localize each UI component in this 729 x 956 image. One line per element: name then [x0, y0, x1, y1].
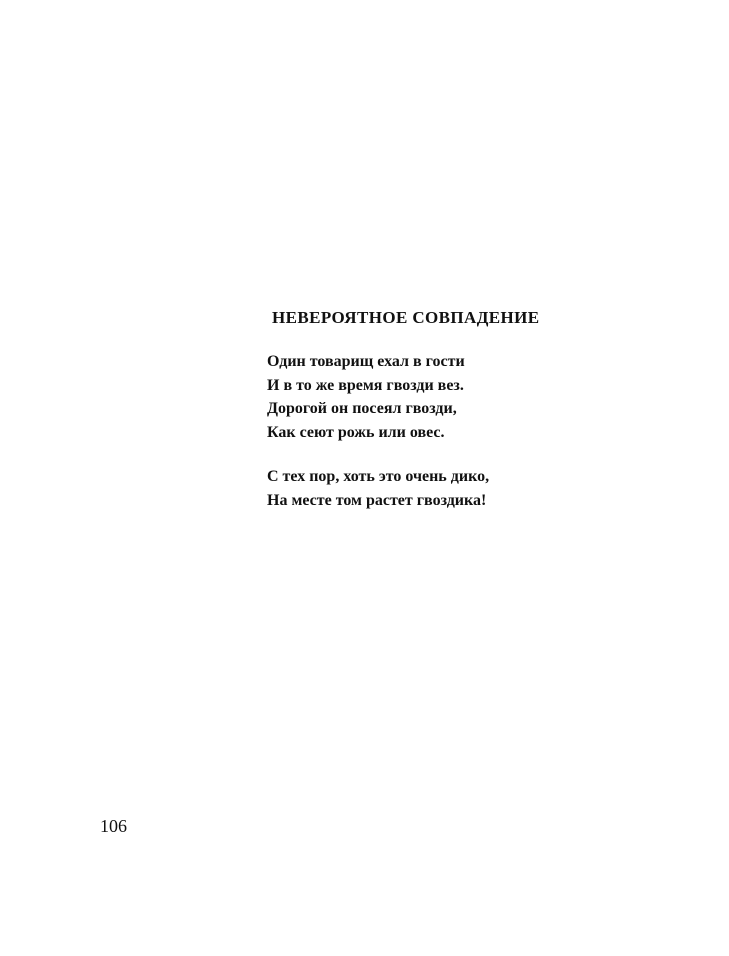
poem-line: Как сеют рожь или овес.	[267, 423, 445, 441]
poem-line: Один товарищ ехал в гости	[267, 353, 465, 370]
poem	[267, 306, 587, 512]
poem-line: С тех пор, хоть это очень дико,	[267, 468, 490, 485]
poem-title: НЕВЕРОЯТНОЕ СОВПАДЕНИЕ	[272, 308, 540, 327]
poem-line: И в то же время гвозди вез.	[267, 376, 464, 394]
poem-line: На месте том растет гвоздика!	[267, 491, 487, 509]
stanza-1	[267, 350, 587, 444]
poem-line: Дорогой он посеял гвозди,	[267, 400, 457, 417]
stanza-2	[267, 465, 587, 512]
page-number: 106	[100, 816, 127, 836]
